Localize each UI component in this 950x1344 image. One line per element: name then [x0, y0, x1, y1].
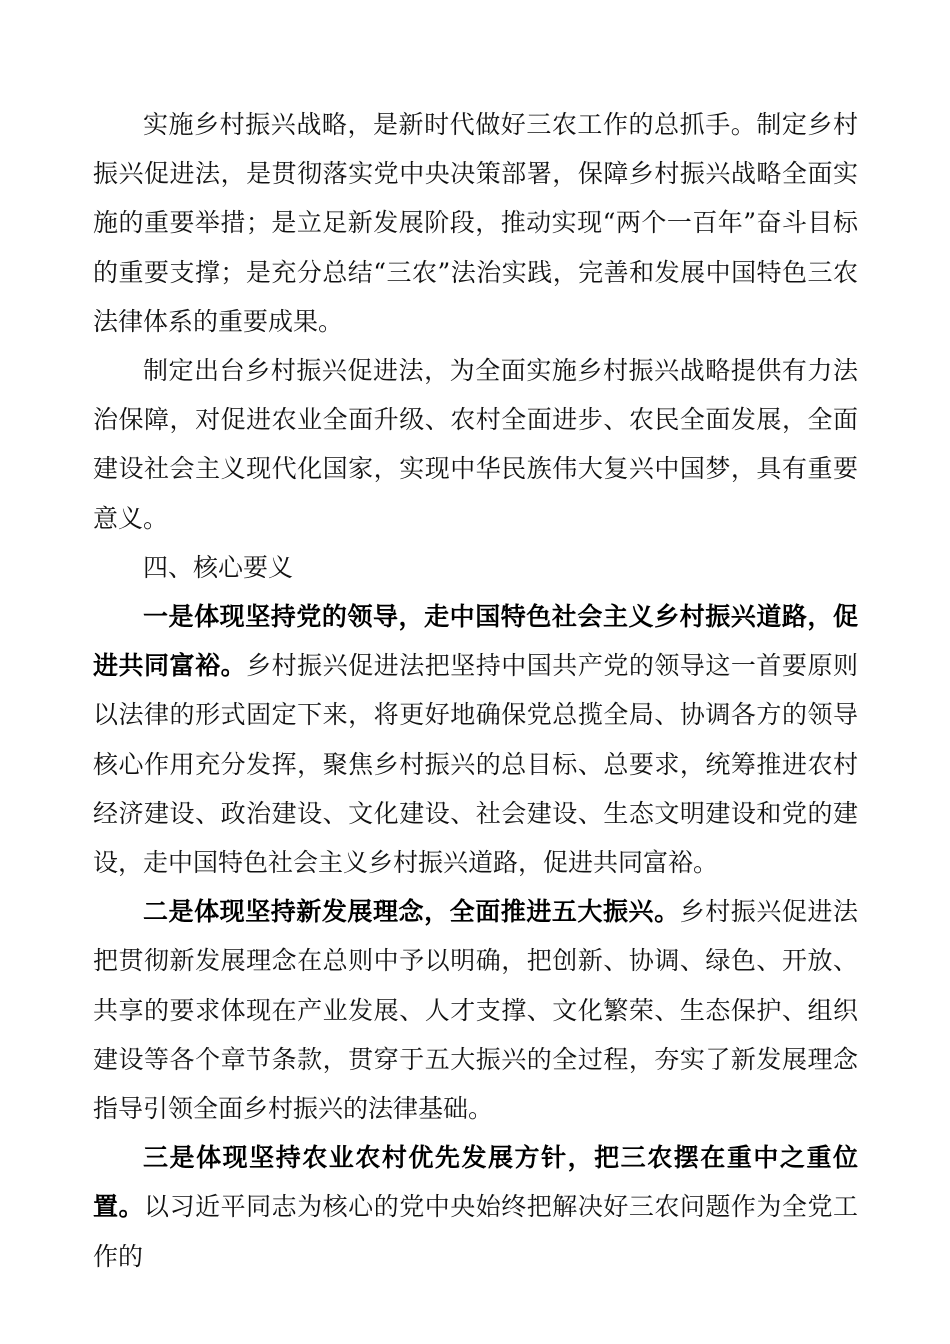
paragraph-lead: 一是体现坚持党的领导，走中国特色社会主义乡村振兴道路，促进共同富裕。: [93, 602, 858, 681]
paragraph-lead: 二是体现坚持新发展理念，全面推进五大振兴。: [143, 897, 680, 927]
paragraph-text: 乡村振兴促进法把坚持中国共产党的领导这一首要原则以法律的形式固定下来，将更好地确保党总揽全局、协调各方的领导核心作用充分发挥，聚焦乡村振兴的总目标、总要求，统筹推进农村经济建设、政治建设、文化建设、社会建设、生态文明建设和党的建设，走中国特色社会主义乡村振兴道路，促进共同富裕。: [93, 651, 858, 878]
paragraph-text: 制定出台乡村振兴促进法，为全面实施乡村振兴战略提供有力法治保障，对促进农业全面升级、农村全面进步、农民全面发展，全面建设社会主义现代化国家，实现中华民族伟大复兴中国梦，具有重要意义。: [93, 356, 858, 533]
paragraph-text: 乡村振兴促进法把贯彻新发展理念在总则中予以明确，把创新、协调、绿色、开放、共享的要求体现在产业发展、人才支撑、文化繁荣、生态保护、组织建设等各个章节条款，贯穿于五大振兴的全过程，夯实了新发展理念指导引领全面乡村振兴的法律基础。: [93, 897, 858, 1124]
section-heading-text: 四、核心要义: [143, 552, 294, 582]
paragraph-lead: 三是体现坚持农业农村优先发展方针，把三农摆在重中之重位置。: [93, 1143, 858, 1222]
paragraph-strategy-significance: [93, 100, 858, 346]
paragraph-agriculture-priority: [93, 1133, 858, 1281]
section-heading-core-meaning: [93, 543, 858, 592]
paragraph-party-leadership: [93, 592, 858, 887]
paragraph-new-development-concept: [93, 887, 858, 1133]
paragraph-text: 实施乡村振兴战略，是新时代做好三农工作的总抓手。制定乡村振兴促进法，是贯彻落实党中央决策部署，保障乡村振兴战略全面实施的重要举措；是立足新发展阶段，推动实现“两个一百年”奋斗目标的重要支撑；是充分总结“三农”法治实践，完善和发展中国特色三农法律体系的重要成果。: [93, 110, 858, 336]
document-body: [93, 100, 858, 1281]
paragraph-text: 以习近平同志为核心的党中央始终把解决好三农问题作为全党工作的: [93, 1192, 858, 1271]
paragraph-legal-guarantee: [93, 346, 858, 543]
